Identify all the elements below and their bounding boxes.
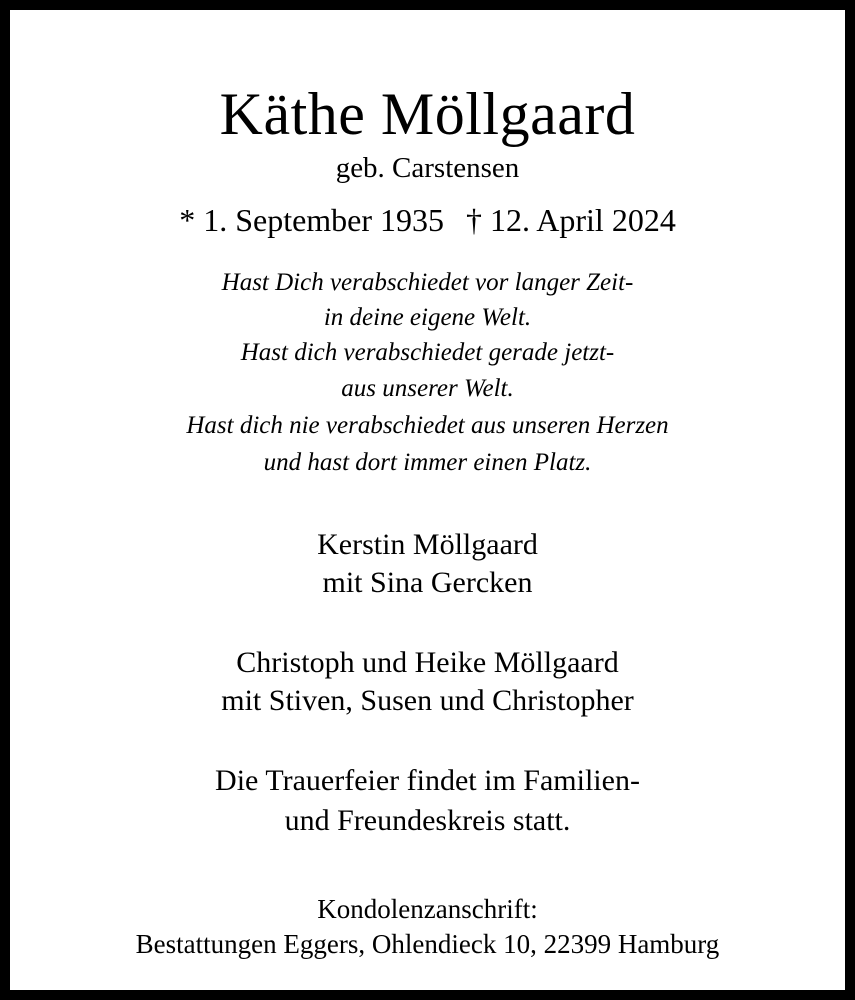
ceremony-line: Die Trauerfeier findet im Familien-: [215, 764, 640, 797]
ceremony-line: und Freundeskreis statt.: [284, 804, 571, 837]
mourner-line: mit Stiven, Susen und Christopher: [221, 684, 634, 717]
life-dates: [10, 204, 845, 236]
verse-line: und hast dort immer einen Platz.: [263, 449, 592, 476]
mourner-line: Kerstin Möllgaard: [317, 528, 538, 561]
condolence-label: Kondolenzanschrift:: [317, 894, 538, 924]
death-date: † 12. April 2024: [466, 202, 676, 238]
verse-line: Hast dich verabschiedet gerade jetzt-: [240, 339, 615, 366]
condolence-address: Bestattungen Eggers, Ohlendieck 10, 22399 Hamburg: [135, 929, 720, 959]
verse-line: aus unserer Welt.: [341, 375, 514, 402]
verse-line: Hast dich nie verabschiedet aus unseren Herzen: [186, 412, 669, 439]
deceased-name: Käthe Möllgaard: [219, 81, 636, 147]
verse-line: in deine eigene Welt.: [323, 304, 532, 331]
mourner-line: Christoph und Heike Möllgaard: [236, 646, 619, 679]
birth-date: * 1. September 1935: [179, 202, 445, 238]
mourner-line: mit Sina Gercken: [322, 566, 533, 599]
verse-line: Hast Dich verabschiedet vor langer Zeit-: [221, 269, 634, 296]
maiden-name: geb. Carstensen: [335, 152, 520, 184]
